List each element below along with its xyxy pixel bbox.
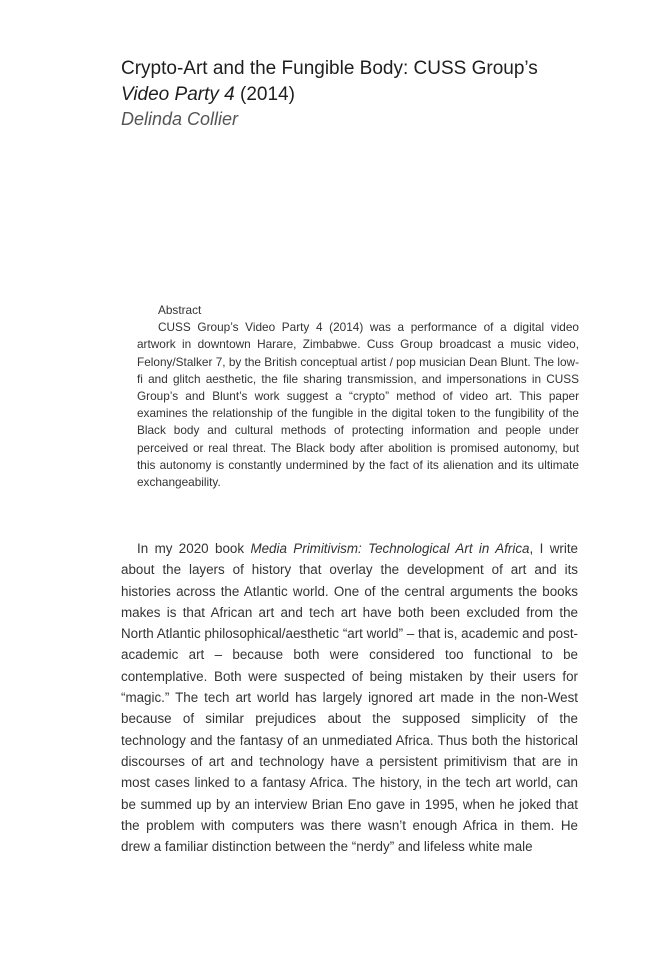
book-title: Media Primitivism: Technological Art in Africa bbox=[250, 541, 530, 556]
author-name: Delinda Collier bbox=[121, 109, 239, 129]
title-year: (2014) bbox=[234, 84, 295, 105]
article-title bbox=[121, 56, 591, 108]
body-lead: In my 2020 book bbox=[137, 541, 251, 556]
title-italic: Video Party 4 bbox=[121, 84, 235, 105]
title-main: Crypto-Art and the Fungible Body: CUSS Group’s bbox=[121, 58, 538, 79]
body-rest: , I write about the layers of history that overlay the development of art and its histories across the Atlantic world. One of the central arguments the books makes is that African art and tech art have both been excluded from the North Atlantic philosophical/aesthetic “art world” – that is, academic and post-academic art – because both were considered too functional to be contemplative. Both were suspected of being mistaken by their users for “magic.” The tech art world has largely ignored art made in the non-West because of similar prejudices about the supposed simplicity of the technology and the fantasy of an unmediated Africa. Thus both the historical discourses of art and technology have a persistent primitivism that are in most cases linked to a fantasy Africa. The history, in the tech art world, can be summed up by an interview Brian Eno gave in 1995, when he joked that the problem with computers was there wasn’t enough Africa in them. He drew a familiar distinction between the “nerdy” and lifeless white male bbox=[121, 541, 579, 855]
abstract-block bbox=[137, 302, 579, 491]
body-paragraph bbox=[121, 538, 578, 857]
abstract-heading: Abstract bbox=[158, 303, 202, 317]
abstract-text: CUSS Group’s Video Party 4 (2014) was a performance of a digital video artwork in downtown Harare, Zimbabwe. Cuss Group broadcast a music video, Felony/Stalker 7, by the British conceptual artist / pop musician Dean Blunt. The low-fi and glitch aesthetic, the file sharing transmission, and impersonations in CUSS Group’s and Blunt’s work suggest a “crypto” method of video art. This paper examines the relationship of the fungible in the digital token to the fungibility of the Black body and cultural methods of protecting information and people under perceived or real threat. The Black body after abolition is promised autonomy, but this autonomy is constantly undermined by the fact of its alienation and its ultimate exchangeability. bbox=[137, 320, 579, 490]
